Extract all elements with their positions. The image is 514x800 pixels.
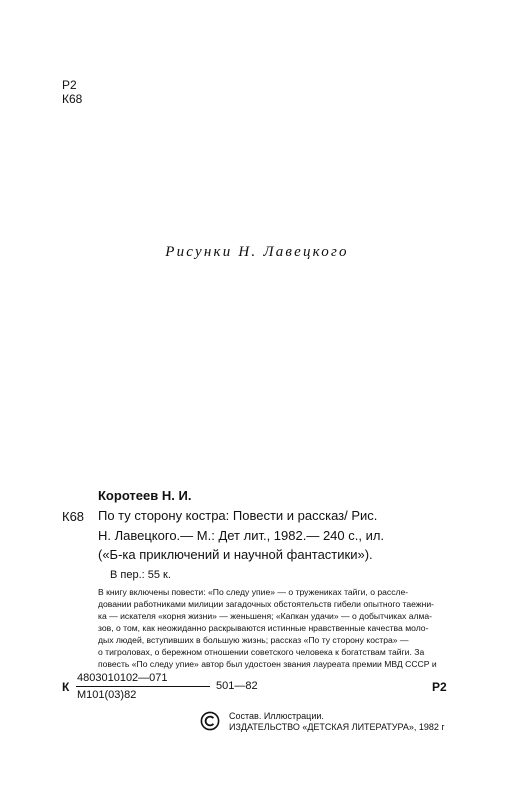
biblio-line: По ту сторону костра: Повести и рассказ/ Рис. bbox=[98, 508, 378, 523]
udc-cutter: К68 bbox=[62, 92, 83, 106]
udc-code: Р2 bbox=[62, 78, 77, 92]
illustrator-credit: Рисунки Н. Лавецкого bbox=[165, 244, 349, 260]
card-author: Коротеев Н. И. bbox=[98, 488, 192, 503]
annotation-line: В книгу включены повести: «По следу упие» — о тружениках тайги, о рассле- bbox=[98, 587, 409, 597]
annotation-line: о тигроловах, о бережном отношении советского человека к богатствам тайги. За bbox=[98, 647, 425, 657]
code-right: 501—82 bbox=[216, 680, 258, 692]
card-cutter-code: К68 bbox=[62, 509, 85, 524]
fraction-line bbox=[76, 686, 210, 687]
copyright-icon bbox=[200, 711, 220, 731]
annotation-line: ка — искателя «корня жизни» — женьшеня; «Капкан удачи» — о добытчиках алма- bbox=[98, 611, 433, 621]
code-letter: К bbox=[62, 680, 70, 694]
copyright-line-1: Состав. Иллюстрации. bbox=[229, 711, 324, 721]
code-denominator: М101(03)82 bbox=[77, 689, 137, 701]
annotation-line: дых людей, вступивших в большую жизнь; рассказ «По ту сторону костра» — bbox=[98, 635, 409, 645]
price: В пер.: 55 к. bbox=[110, 569, 171, 581]
annotation-line: зов, о том, как неожиданно раскрываются истинные нравственные качества моло- bbox=[98, 623, 429, 633]
code-numerator: 4803010102—071 bbox=[77, 672, 168, 684]
annotation-line: повесть «По следу упие» автор был удостоен звания лауреата премии МВД СССР и bbox=[98, 659, 437, 669]
biblio-line: Н. Лавецкого.— М.: Дет лит., 1982.— 240 с., ил. bbox=[98, 528, 385, 543]
annotation-line: довании работниками милиции загадочных обстоятельств гибели опытного таежни- bbox=[98, 599, 435, 609]
udc-block bbox=[62, 78, 82, 106]
code-udc: Р2 bbox=[432, 680, 447, 694]
biblio-line: («Б-ка приключений и научной фантастики»). bbox=[98, 547, 373, 562]
copyright-line-2: ИЗДАТЕЛЬСТВО «ДЕТСКАЯ ЛИТЕРАТУРА», 1982 г bbox=[229, 722, 445, 732]
